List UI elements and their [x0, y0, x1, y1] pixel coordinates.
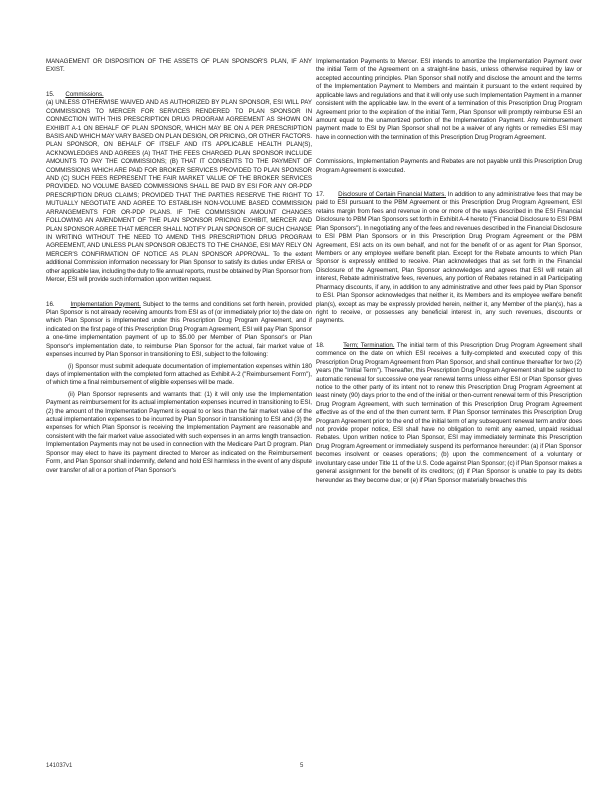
section-15-commissions [46, 91, 312, 285]
section-15-body: (a) UNLESS OTHERWISE WAIVED AND AS AUTHORIZED BY PLAN SPONSOR, ESI WILL PAY COMMISSIONS TO MERCER FOR SERVICES RENDERED TO PLAN SPONSOR IN CONNECTION WITH THIS PRESCRIPTION DRUG PROGRAM AGREEMENT AS SHOWN ON EXHIBIT A-1 ON BEHALF OF PLAN SPONSOR, WHICH MAY BE ON A PER PRESCRIPTION BASIS AND WHICH MAY VARY BASED ON PLAN DESIGN, OR PRICING, OR OTHER FACTORS. PLAN SPONSOR, ON BEHALF OF ITSELF AND ITS APPLICABLE HEALTH PLAN(S), ACKNOWLEDGES AND AGREES (A) THAT THE FEES CHARGED PLAN SPONSOR INCLUDE AMOUNTS TO PAY THE COMMISSIONS; (B) THAT IT CONSENTS TO THE PAYMENT OF COMMISSIONS WHICH ARE PAID FOR BROKER SERVICES PROVIDED TO PLAN SPONSOR AND (C) SUCH FEES REPRESENT THE FAIR MARKET VALUE OF THE BROKER SERVICES PROVIDED. NO VOLUME BASED COMMISSIONS SHALL BE PAID BY ESI FOR ANY OR-PDP PRESCRIPTION DRUG CLAIMS; PROVIDED THAT THE PARTIES RESERVE THE RIGHT TO MUTUALLY NEGOTIATE AND AGREE TO ESTABLISH NON-VOLUME BASED COMMISSION ARRANGEMENTS FOR OR-PDP PLANS. IF THE COMMISSION AMOUNT CHANGES FOLLOWING AN AMENDMENT OF THE PLAN SPONSOR PRICING EXHIBIT, MERCER AND PLAN SPONSOR AGREE THAT MERCER SHALL NOTIFY PLAN SPONSOR OF SUCH CHANGE IN WRITING WITHOUT THE NEED TO AMEND THIS PRESCRIPTION DRUG PROGRAM AGREEMENT, AND UNLESS PLAN SPONSOR OBJECTS TO THE CHANGE, ESI MAY RELY ON MERCER'S CONFIRMATION OF NOTICE AS PLAN SPONSOR APPROVAL. To the extent additional Commission information necessary for Plan Sponsor to satisfy its duties under ERISA or other applicable law, including the duty to file annual reports, must be obtained by Plan Sponsor from Mercer, ESI will provide such information upon written request. [46, 99, 312, 284]
section-16-clause-ii: (ii) Plan Sponsor represents and warrants that: (1) it will only use the Implementation Payment as reimbursement for its actual implementation expenses incurred in transitioning to ESI, (2) the amount of the Implementation Payment is equal to or less than the fair market value of the actual implementation expenses to be incurred by Plan Sponsor in transitioning to ESI and (3) the expenses for which Plan Sponsor is receiving the Implementation Payment are reasonable and consistent with the fair market value associated with such expenses in an arms length transaction. Implementation Payments may not be used in connection with the Medicare Part D program. Plan Sponsor may elect to have its payment directed to Mercer as indicated on the Reimbursement Form, and Plan Sponsor shall indemnify, defend and hold ESI harmless in the event of any dispute over transfer of all or a portion of Plan Sponsor's [46, 390, 312, 474]
page-number: 5 [300, 763, 304, 769]
section-17-number: 17. [316, 191, 325, 199]
section-18-body: The initial term of this Prescription Drug Program Agreement shall commence on the date on which ESI receives a fully-completed and executed copy of this Prescription Drug Program Agreement from Plan Sponsor, and shall continue thereafter for two (2) years (the "Initial Term"). Thereafter, this Prescription Drug Program Agreement shall be subject to automatic renewal for successive one year renewal terms unless either ESI or Plan Sponsor gives notice to the other party of its intent not to renew this Prescription Drug Program Agreement at least ninety (90) days prior to the end of the initial or then-current renewal term of this Prescription Drug Program Agreement, with such termination of this Prescription Drug Program Agreement effective as of the end of the then current term. If Plan Sponsor terminates this Prescription Drug Program Agreement prior to the end of the initial term of any subsequent renewal term and/or does not provide proper notice, ESI shall have no obligation to remit any earned, unpaid residual Rebates. Upon written notice to Plan Sponsor, ESI may immediately terminate this Prescription Drug Program Agreement or immediately suspend its performance hereunder: (a) if Plan Sponsor becomes insolvent or ceases operations; (b) upon the commencement of a voluntary or involuntary case under Title 11 of the U.S. Code against Plan Sponsor; (c) if Plan Sponsor makes a general assignment for the benefit of its creditors; (d) if Plan Sponsor is unable to pay its debts hereunder as they become due; or (e) if Plan Sponsor materially breaches this [316, 341, 582, 484]
section-17-title: Disclosure of Certain Financial Matters. [338, 191, 447, 199]
commissions-payable-note: Commissions, Implementation Payments and Rebates are not payable until this Prescription Drug Program Agreement is executed. [316, 158, 582, 174]
section-18-term-termination [316, 342, 582, 485]
left-intro-paragraph: MANAGEMENT OR DISPOSITION OF THE ASSETS OF PLAN SPONSOR'S PLAN, IF ANY EXIST. [46, 58, 312, 74]
section-16-implementation-payment [46, 301, 312, 360]
section-18-title: Term; Termination. [343, 341, 395, 349]
section-17-financial-disclosure [316, 191, 582, 326]
document-id: 141037v1 [46, 763, 73, 769]
section-17-body: In addition to any administrative fees that may be paid to ESI pursuant to the PBM Agreement or this Prescription Drug Program Agreement, ESI retains margin from fees and revenue in one or more of the ways described in the ESI Financial Disclosure to PBM Plan Sponsors set forth in Exhibit A-4 hereto ("Financial Disclosure to ESI PBM Plan Sponsors"). In negotiating any of the fees and revenues described in the Financial Disclosure to ESI PBM Plan Sponsors or in this Prescription Drug Program Agreement or the PBM Agreement, ESI acts on its own behalf, and not for the benefit of or as agent for Plan Sponsor, Members or any employee welfare benefit plan. Except for the Rebate amounts to which Plan Sponsor is expressly entitled to receive. Plan acknowledges that as set forth in the Financial Disclosure of the Agreement, Plan Sponsor acknowledges and agrees that ESI will retain all interest, Rebate administrative fees, revenues, any portion of Rebates retained in all Participating Pharmacy discounts, if any, in addition to any administrative and other fees paid by Plan Sponsor to ESI. Plan Sponsor acknowledges that neither it, its Members and its employee welfare benefit plan(s), except as may be expressly provided herein, neither it, any Member of the plan(s), has a right to receive, or possesses any beneficial interest in, any such revenues, discounts or payments. [316, 191, 583, 325]
left-column [46, 58, 312, 491]
right-intro-paragraph: Implementation Payments to Mercer. ESI intends to amortize the Implementation Payment over the initial Term of the Agreement on a straight-line basis, unless otherwise required by law or accepted accounting principles. Plan Sponsor shall notify and disclose the amount and the terms of the Implementation Payment to Members and maintain it pursuant to the extent required by applicable laws and regulations and that it will only use such Implementation Payment in a manner consistent with the applicable law. In the event of a termination of this Prescription Drug Program Agreement prior to the expiration of the initial Term, Plan Sponsor will promptly reimburse ESI an amount equal to the unamortized portion of the Implementation Payment. Any reimbursement payment made to ESI by Plan Sponsor shall not be a waiver of any rights or remedies ESI may have in connection with the termination of this Prescription Drug Program Agreement. [316, 58, 582, 141]
section-15-title: Commissions. [65, 90, 104, 98]
right-column [316, 58, 582, 501]
section-16-clause-i: (i) Sponsor must submit adequate documentation of implementation expenses within 180 days of implementation with the completed form attached as Exhibit A-2 ("Reimbursement Form"), of which time a final reimbursement of eligible expenses will be made. [46, 362, 312, 387]
section-15-number: 15. [46, 90, 55, 98]
section-16-number: 16. [46, 300, 55, 308]
section-16-body: Subject to the terms and conditions set forth herein, provided Plan Sponsor is not already receiving amounts from ESI as of (or immediately prior to) the date on which Plan Sponsor is implemented under this Prescription Drug Program Agreement, and if indicated on the first page of this Prescription Drug Program Agreement, ESI will pay Plan Sponsor a one-time implementation payment of up to $5.00 per Member of Plan Sponsor's or Plan Sponsor's implementation date, to reimburse Plan Sponsor for the actual, fair market value of expenses incurred by Plan Sponsor in transitioning to ESI, subject to the following: [46, 300, 312, 359]
section-16-title: Implementation Payment. [70, 300, 141, 308]
section-18-number: 18. [316, 341, 325, 349]
